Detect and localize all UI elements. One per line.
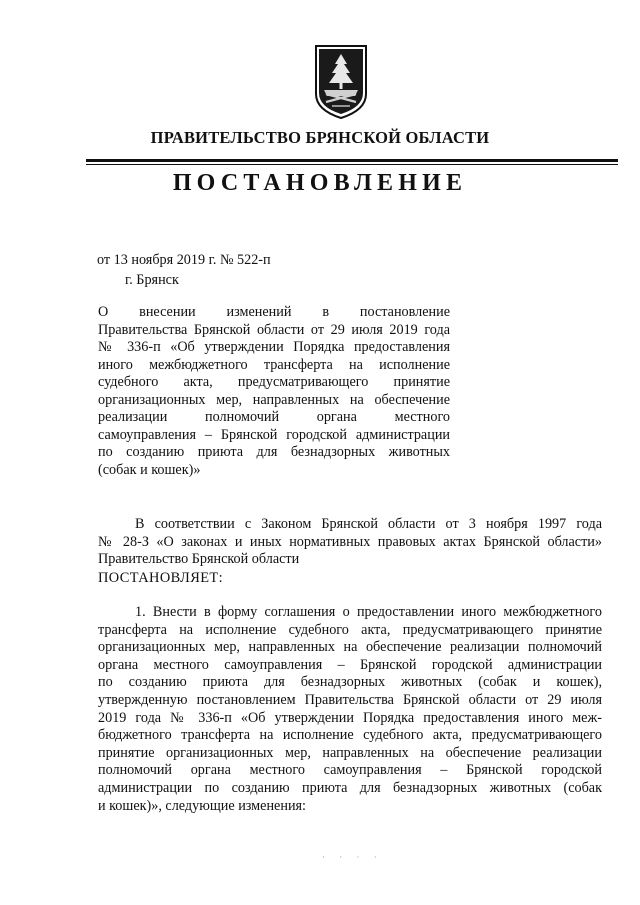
subject-line: реализации полномочий органа местного bbox=[98, 409, 450, 425]
preamble-line: В соответствии с Законом Брянской области от 3 ноября 1997 года bbox=[135, 516, 602, 532]
subject-line: № 336-п «Об утверждении Порядка предоставления bbox=[98, 339, 450, 355]
subject-line: самоуправления – Брянской городской администрации bbox=[98, 426, 450, 443]
preamble-paragraph bbox=[98, 516, 602, 569]
subject-line: Правительства Брянской области от 29 июля 2019 года bbox=[98, 321, 450, 338]
document-subject bbox=[98, 304, 450, 479]
subject-line: организационных мер, направленных на обеспечение bbox=[98, 391, 450, 408]
scan-artifact: · · · · bbox=[322, 852, 383, 862]
item-1-line: по созданию приюта для безнадзорных животных (собак и кошек), bbox=[98, 674, 602, 691]
item-1-line: администрации по созданию приюта для безнадзорных животных (собак bbox=[98, 779, 602, 796]
item-1-line: органа местного самоуправления – Брянской городской администрации bbox=[98, 656, 602, 673]
document-city: г. Брянск bbox=[125, 272, 179, 288]
subject-line: (собак и кошек)» bbox=[98, 461, 201, 478]
item-1-paragraph bbox=[98, 604, 602, 815]
resolves-heading: ПОСТАНОВЛЯЕТ: bbox=[98, 570, 223, 586]
organization-title: ПРАВИТЕЛЬСТВО БРЯНСКОЙ ОБЛАСТИ bbox=[150, 128, 490, 147]
item-1-line: утвержденную постановлением Правительства Брянской области от 29 июля bbox=[98, 691, 602, 708]
item-1-line: и кошек)», следующие изменения: bbox=[98, 797, 307, 814]
item-1-line: 2019 года № 336-п «Об утверждении Порядка предоставления иного меж- bbox=[98, 709, 602, 726]
subject-line: судебного акта, предусматривающего принятие bbox=[98, 374, 450, 390]
document-type-title: ПОСТАНОВЛЕНИЕ bbox=[172, 170, 468, 196]
preamble-line: Правительство Брянской области bbox=[98, 551, 300, 568]
item-1-line: 1. Внести в форму соглашения о предоставлении иного межбюджетного bbox=[135, 604, 602, 620]
item-1-line: полномочий органа местного самоуправления – Брянской городской bbox=[98, 762, 602, 779]
header-rule-thin bbox=[86, 164, 618, 165]
header-rule-thick bbox=[86, 159, 618, 162]
item-1-line: трансферта на исполнение судебного акта, предусматривающего принятие bbox=[98, 621, 602, 638]
subject-line: по созданию приюта для безнадзорных животных bbox=[98, 444, 450, 460]
document-date-number: от 13 ноября 2019 г. № 522-п bbox=[97, 252, 271, 268]
item-1-line: бюджетного трансферта на исполнение судебного акта, предусматривающего bbox=[98, 727, 602, 744]
subject-line: иного межбюджетного трансферта на исполнение bbox=[98, 356, 450, 373]
coat-of-arms-icon bbox=[314, 44, 368, 120]
preamble-line: № 28-З «О законах и иных нормативных правовых актах Брянской области» bbox=[98, 533, 602, 550]
item-1-line: принятие организационных мер, направленных на обеспечение реализации bbox=[98, 744, 602, 761]
item-1-line: организационных мер, направленных на обеспечение реализации полномочий bbox=[98, 639, 602, 656]
subject-line: О внесении изменений в постановление bbox=[98, 304, 450, 320]
